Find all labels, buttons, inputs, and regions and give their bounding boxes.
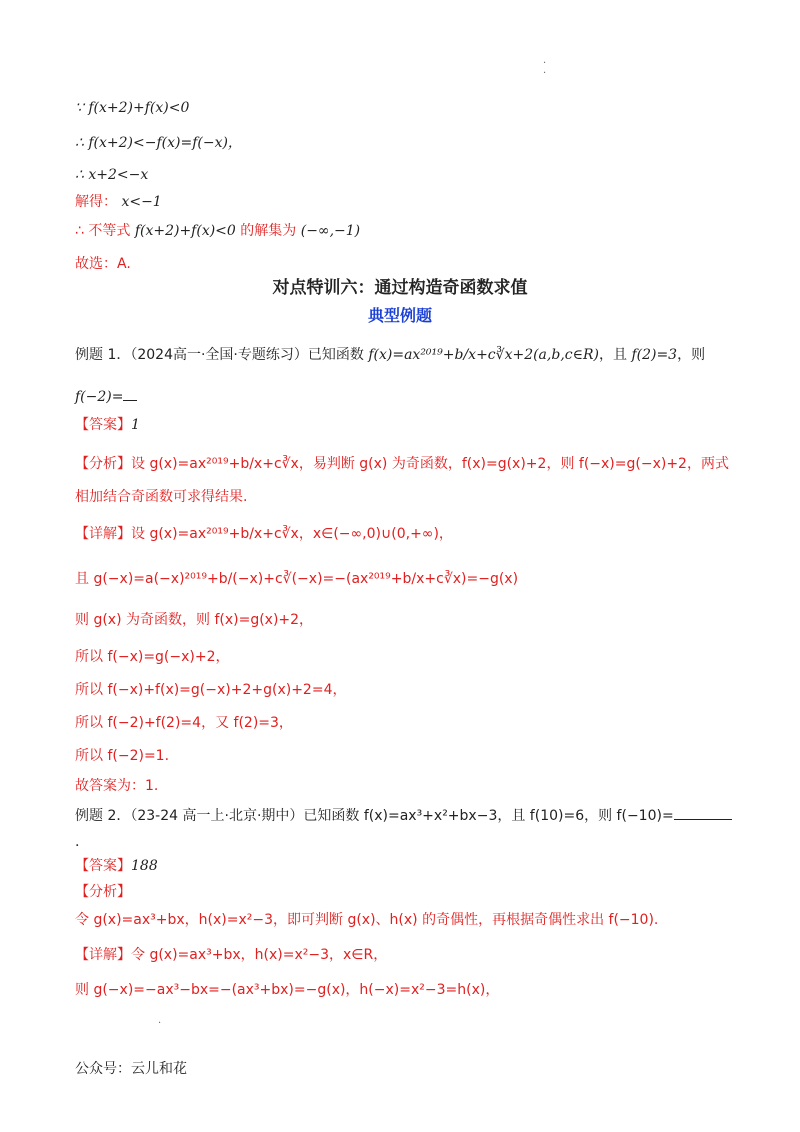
example1-answer — [75, 413, 140, 437]
solve-result: x<−1 — [121, 194, 162, 210]
solution-set-mid: 的解集为 — [240, 223, 301, 239]
example2-answer — [75, 854, 158, 878]
step-therefore-2: ∴ x+2<−x — [75, 167, 149, 183]
example1-question — [75, 343, 705, 367]
step-therefore-1: ∴ f(x+2)<−f(x)=f(−x)， — [75, 135, 242, 151]
interval: (−∞,−1) — [300, 223, 361, 239]
solve-label: 解得： — [75, 194, 117, 210]
solution-set-prefix: ∴ 不等式 — [75, 223, 135, 239]
example1-ask: f(−2)= — [75, 389, 124, 405]
answer-tag: 【答案】 — [75, 417, 131, 433]
footer-account: 公众号：云儿和花 — [75, 1061, 187, 1077]
detail-step-sum: 所以 f(−x)+f(x)=g(−x)+2+g(x)+2=4， — [75, 682, 347, 698]
detail-step-fnegx: 所以 f(−x)=g(−x)+2， — [75, 649, 230, 665]
detail-step-odd: 则 g(x) 为奇函数，则 f(x)=g(x)+2， — [75, 612, 314, 628]
detail-text: 设 g(x)=ax²⁰¹⁹+b/x+c∛x，x∈(−∞,0)∪(0,+∞)， — [131, 526, 453, 542]
choice-conclusion: 故选：A. — [75, 256, 131, 272]
answer-tag: 【答案】 — [75, 858, 131, 874]
detail-step-result: 所以 f(−2)=1. — [75, 748, 170, 764]
answer-blank — [123, 400, 137, 401]
detail-text: 令 g(x)=ax³+bx，h(x)=x²−3，x∈R， — [131, 947, 388, 963]
answer-blank — [674, 819, 732, 820]
step-since: ∵ f(x+2)+f(x)<0 — [75, 100, 190, 116]
stray-dot: · — [158, 1018, 162, 1029]
example2-detail — [75, 943, 387, 967]
example1-conclusion: 故答案为：1. — [75, 778, 159, 794]
example1-suffix: ，则 — [677, 347, 706, 363]
detail-tag: 【详解】 — [75, 526, 131, 542]
example1-prefix: 例题 1．（2024高一·全国·专题练习）已知函数 — [75, 347, 369, 363]
detail-step-values: 所以 f(−2)+f(2)=4，又 f(2)=3， — [75, 715, 293, 731]
example2-detail-line2: 则 g(−x)=−ax³−bx=−(ax³+bx)=−g(x)，h(−x)=x²−3=h(x)， — [75, 982, 500, 998]
step-solution-set — [75, 219, 360, 243]
inequality: f(x+2)+f(x)<0 — [134, 223, 236, 239]
analysis-text: 设 g(x)=ax²⁰¹⁹+b/x+c∛x，易判断 g(x) 为奇函数，f(x)=g(x)+2，则 f(−x)=g(−x)+2，两式 — [131, 456, 729, 472]
detail-step-odd-check: 且 g(−x)=a(−x)²⁰¹⁹+b/(−x)+c∛(−x)=−(ax²⁰¹⁹+b/x+c∛x)=−g(x) — [75, 571, 519, 587]
example2-text: 例题 2．（23-24 高一上·北京·期中）已知函数 f(x)=ax³+x²+bx−3，且 f(10)=6，则 f(−10)= — [75, 808, 674, 824]
section-subtitle: 典型例题 — [367, 306, 432, 325]
example1-analysis — [75, 452, 729, 476]
example1-function: f(x)=ax²⁰¹⁹+b/x+c∛x+2(a,b,c∈R) — [368, 347, 599, 363]
example1-condition: f(2)=3 — [631, 347, 678, 363]
corner-dot: · — [543, 58, 547, 69]
example1-question-line2 — [75, 385, 137, 409]
example2-question-line2: . — [75, 834, 80, 850]
analysis-tag: 【分析】 — [75, 456, 131, 472]
step-solve — [75, 190, 162, 214]
example1-analysis-line2: 相加结合奇函数可求得结果. — [75, 489, 248, 505]
example2-analysis: 令 g(x)=ax³+bx，h(x)=x²−3，即可判断 g(x)、h(x) 的奇偶性，再根据奇偶性求出 f(−10). — [75, 912, 659, 928]
corner-dot: · — [543, 68, 547, 79]
example1-mid: ，且 — [598, 347, 632, 363]
section-title: 对点特训六：通过构造奇函数求值 — [272, 278, 528, 298]
detail-tag: 【详解】 — [75, 947, 131, 963]
answer-value: 188 — [131, 858, 158, 874]
example2-question — [75, 804, 732, 828]
answer-value: 1 — [131, 417, 140, 433]
example1-detail — [75, 522, 453, 546]
example2-analysis-tag: 【分析】 — [75, 884, 131, 900]
